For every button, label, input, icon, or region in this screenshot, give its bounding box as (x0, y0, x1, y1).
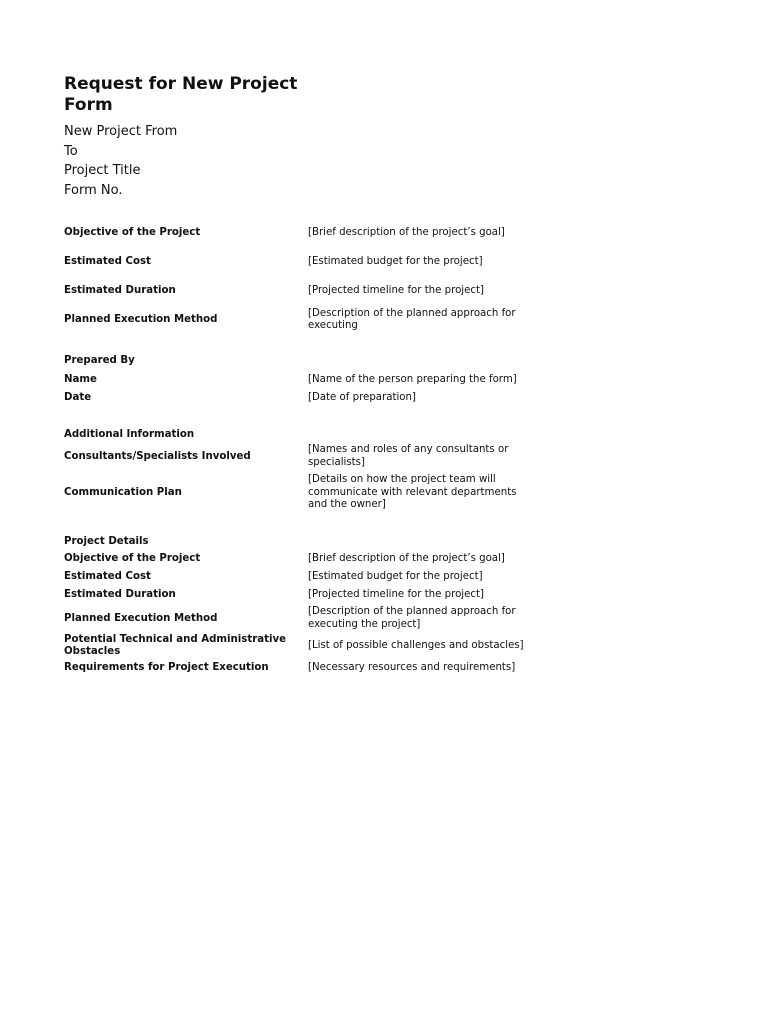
row-value: [Brief description of the project’s goal] (308, 227, 505, 239)
row-value: [Description of the planned approach for executing (308, 307, 516, 332)
details-row-requirements (64, 660, 524, 677)
form-title: Request for New Project Form (64, 74, 298, 115)
row-value: [Date of preparation] (308, 391, 416, 403)
row-value: [Name of the person preparing the form] (308, 374, 517, 386)
details-row-duration (64, 586, 524, 605)
row-label: Consultants/Specialists Involved (64, 450, 251, 462)
additional-info-heading: Additional Information (64, 428, 195, 440)
row-value: [Estimated budget for the project] (308, 256, 483, 268)
row-value: [Projected timeline for the project] (308, 285, 484, 297)
additional-info-row-consultants (64, 442, 524, 472)
header-to: To (64, 143, 78, 159)
row-label: Potential Technical and Administrative Obstacles (64, 633, 287, 658)
row-label: Objective of the Project (64, 227, 201, 239)
project-details-heading: Project Details (64, 535, 149, 547)
summary-row-cost (64, 248, 524, 277)
row-label: Requirements for Project Execution (64, 662, 269, 674)
row-label: Name (64, 374, 97, 386)
header-new-project-from: New Project From (64, 124, 178, 139)
row-label: Planned Execution Method (64, 314, 218, 326)
summary-row-objective (64, 219, 524, 248)
prepared-by-section (64, 355, 524, 407)
prepared-by-heading: Prepared By (64, 354, 135, 366)
summary-section (64, 219, 524, 335)
row-value: [Details on how the project team will communicate with relevant departments and the owner] (308, 473, 517, 511)
project-details-section (64, 536, 524, 677)
details-row-objective (64, 551, 524, 568)
header-form-no: Form No. (64, 183, 123, 199)
row-label: Objective of the Project (64, 553, 201, 565)
details-row-cost (64, 568, 524, 586)
summary-row-duration (64, 277, 524, 306)
row-value: [Brief description of the project’s goal] (308, 553, 505, 565)
row-value: [Estimated budget for the project] (308, 570, 483, 582)
row-label: Estimated Cost (64, 570, 151, 582)
prepared-by-row-name (64, 372, 524, 389)
row-value: [Projected timeline for the project] (308, 589, 484, 601)
row-value: [List of possible challenges and obstacles] (308, 640, 524, 652)
row-label: Date (64, 391, 92, 403)
prepared-by-row-date (64, 389, 524, 407)
form-page (64, 74, 524, 677)
row-value: [Names and roles of any consultants or specialists] (308, 444, 509, 468)
header-project-title: Project Title (64, 163, 141, 179)
row-label: Estimated Cost (64, 256, 151, 268)
header-fields (64, 122, 524, 201)
details-row-obstacles (64, 633, 524, 660)
summary-row-execution-method (64, 306, 524, 335)
row-value: [Necessary resources and requirements] (308, 662, 516, 674)
details-row-execution-method (64, 605, 524, 633)
row-label: Planned Execution Method (64, 612, 218, 624)
row-value: [Description of the planned approach for executing the project] (308, 606, 516, 630)
row-label: Communication Plan (64, 486, 182, 498)
additional-info-row-communication (64, 472, 524, 514)
row-label: Estimated Duration (64, 589, 176, 601)
additional-info-section (64, 429, 524, 514)
row-label: Estimated Duration (64, 285, 176, 297)
